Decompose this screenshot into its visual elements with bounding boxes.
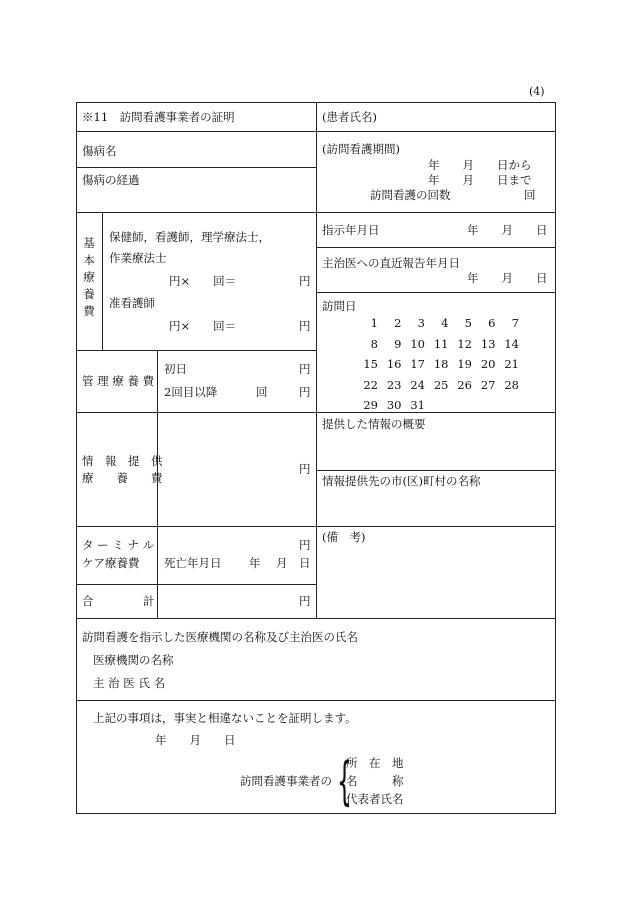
info-fee-label1: 情 報 提 供: [82, 454, 163, 468]
terminal-fee-label2: ケア療養費: [82, 556, 140, 570]
calendar-day: 23: [386, 377, 402, 392]
mgmt-second-plus: 2回目以降: [164, 385, 218, 399]
report-date-ymd: 年 月 日: [467, 271, 548, 285]
calendar-day: 10: [410, 336, 425, 351]
calendar-day: 18: [433, 357, 449, 371]
basic-fee-line2: 作業療法士: [109, 251, 167, 265]
mgmt-yen1: 円: [299, 362, 311, 376]
form-title: ※11 訪問看護事業者の証明: [82, 110, 235, 124]
remarks-label: (備 考): [322, 530, 366, 544]
calendar-day: 3: [417, 316, 425, 330]
calendar-day: 19: [457, 357, 472, 371]
institution-title: 訪問看護を指示した医療機関の名称及び主治医の氏名: [82, 630, 358, 644]
calendar-day: 5: [464, 316, 472, 330]
calendar-day: 24: [410, 377, 425, 392]
death-date-label: 死亡年月日: [164, 556, 222, 570]
company-name-label: 名 称: [346, 774, 404, 788]
representative-label: 代表者氏名: [346, 792, 404, 806]
basic-fee-vertical-label: 基 本 療 養 費: [83, 236, 95, 318]
calendar-day: 29: [363, 398, 378, 412]
instruction-date-ymd: 年 月 日: [467, 223, 548, 237]
instruction-date-label: 指示年月日: [322, 223, 380, 237]
calendar-day: 7: [511, 316, 519, 330]
calendar-day: 31: [410, 398, 425, 412]
mgmt-fee-label: 管 理 療 養 費: [82, 374, 155, 388]
info-fee-yen: 円: [299, 462, 311, 476]
brace: {: [337, 752, 352, 812]
basic-fee-yen2: 円: [299, 319, 311, 333]
calendar-day: 16: [386, 357, 402, 371]
doctor-name-label: 主 治 医 氏 名: [93, 676, 166, 690]
info-summary-label: 提供した情報の概要: [322, 417, 426, 431]
basic-fee-line1: 保健師，看護師，理学療法士，: [109, 230, 270, 244]
calendar-day: 25: [433, 377, 449, 392]
mgmt-first-day: 初日: [164, 362, 187, 376]
injury-name-label: 傷病名: [82, 144, 117, 158]
info-city-label: 情報提供先の市(区)町村の名称: [322, 474, 481, 488]
calendar-day: 27: [480, 377, 496, 392]
death-day: 日: [299, 556, 311, 570]
calendar-day: 4: [441, 316, 449, 330]
calendar-day: 21: [504, 357, 519, 371]
basic-fee-calc1: 円× 回＝: [169, 274, 237, 288]
info-fee-label2: 療 養 費: [82, 471, 163, 485]
calendar-day: 26: [457, 377, 472, 392]
calendar-day: 2: [394, 316, 402, 330]
visit-count-label: 訪問看護の回数: [370, 188, 451, 202]
calendar-day: 15: [363, 357, 378, 371]
injury-progress-label: 傷病の経過: [82, 173, 140, 187]
calendar-day: 1: [370, 316, 378, 330]
calendar-row: [355, 377, 520, 401]
calendar-day: 17: [410, 357, 425, 371]
total-label-2: 計: [143, 594, 155, 608]
calendar-day: 13: [480, 336, 496, 351]
calendar-day: 30: [386, 398, 402, 412]
calendar-day: 11: [433, 336, 449, 351]
visit-days-calendar: [355, 318, 520, 421]
certification-statement: 上記の事項は，事実と相違ないことを証明します。: [93, 711, 357, 725]
visit-period-label: (訪問看護期間): [322, 142, 400, 156]
basic-fee-calc2: 円× 回＝: [169, 319, 237, 333]
mgmt-times: 回: [256, 385, 268, 399]
death-month: 月: [276, 556, 288, 570]
basic-fee-yen1: 円: [299, 274, 311, 288]
terminal-fee-yen: 円: [299, 538, 311, 552]
calendar-row: [355, 359, 520, 380]
visit-period-from: 年 月 日から: [428, 158, 532, 172]
mgmt-yen2: 円: [299, 385, 311, 399]
assoc-nurse-label: 准看護師: [109, 296, 155, 310]
calendar-day: 14: [504, 336, 519, 351]
calendar-day: 12: [457, 336, 472, 351]
institution-name-label: 医療機関の名称: [93, 653, 174, 667]
total-label-1: 合: [82, 594, 94, 608]
calendar-day: 6: [488, 316, 496, 330]
calendar-day: 20: [480, 357, 496, 371]
visit-period-to: 年 月 日まで: [428, 173, 532, 187]
page-number: (4): [529, 85, 545, 98]
calendar-day: 8: [370, 336, 378, 351]
death-year: 年: [249, 556, 261, 570]
calendar-row: [355, 336, 520, 360]
calendar-day: 9: [394, 336, 402, 351]
certification-date: 年 月 日: [155, 733, 236, 747]
patient-name-label: (患者氏名): [322, 110, 377, 124]
calendar-row: [355, 318, 520, 339]
provider-label: 訪問看護事業者の: [240, 774, 332, 788]
total-yen: 円: [299, 594, 311, 608]
address-label: 所 在 地: [346, 756, 404, 770]
terminal-fee-label1: タ ー ミ ナ ル: [82, 538, 155, 552]
calendar-day: 28: [504, 377, 519, 392]
visit-days-label: 訪問日: [322, 299, 357, 313]
calendar-day: 22: [363, 377, 378, 392]
visit-count-unit: 回: [524, 188, 536, 202]
report-date-label: 主治医への直近報告年月日: [322, 256, 460, 270]
